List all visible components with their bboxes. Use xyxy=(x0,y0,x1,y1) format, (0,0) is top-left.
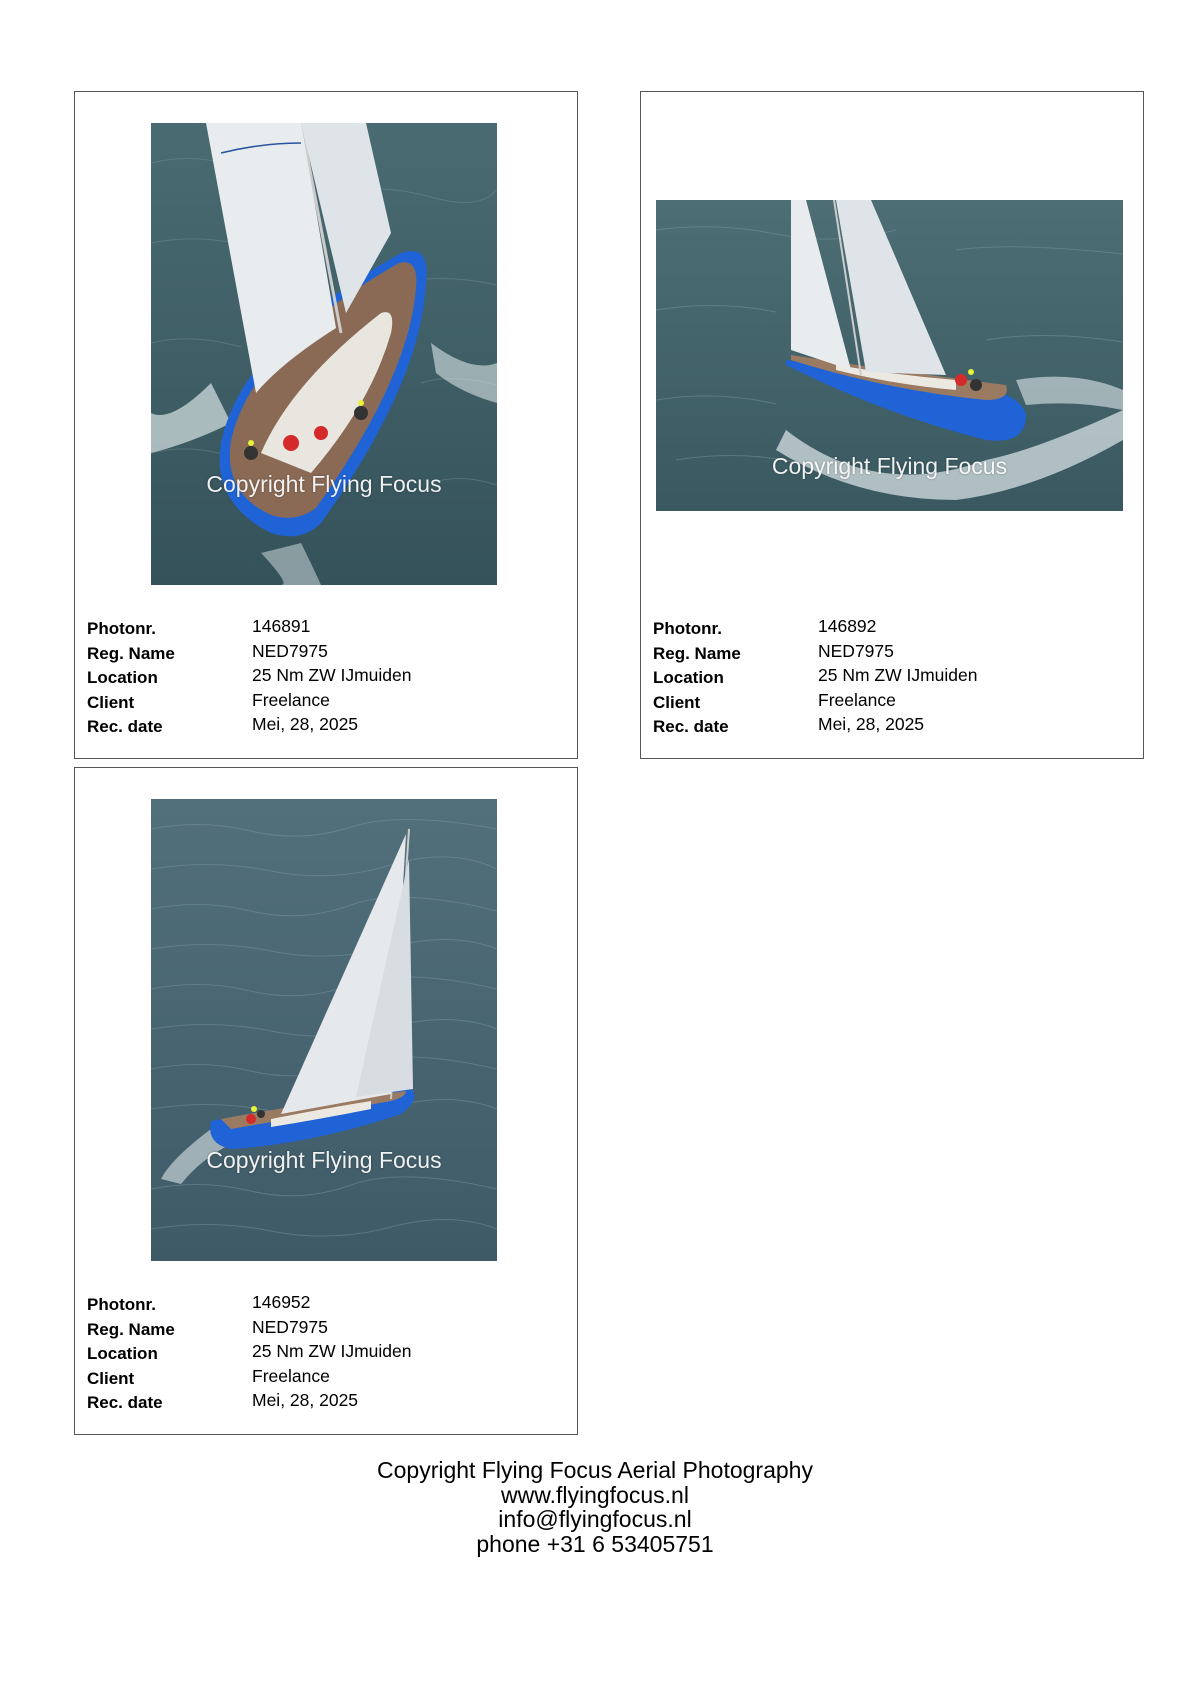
reg-name-label: Reg. Name xyxy=(87,1319,175,1339)
reg-name-label: Reg. Name xyxy=(653,643,741,663)
photo-metadata xyxy=(87,616,567,739)
rec-date-label: Rec. date xyxy=(87,1393,163,1412)
meta-row-photonr xyxy=(653,616,1133,641)
client-value: Freelance xyxy=(252,1365,330,1386)
location-value: 25 Nm ZW IJmuiden xyxy=(252,665,412,685)
photonr-value: 146892 xyxy=(818,616,877,636)
reg-name-value: NED7975 xyxy=(818,640,894,661)
photo-card-146891 xyxy=(74,91,578,759)
yacht-aerial-image xyxy=(151,123,497,585)
rec-date-value: Mei, 28, 2025 xyxy=(252,1390,359,1410)
yacht-photo-1[interactable] xyxy=(151,123,497,585)
photo-watermark: Copyright Flying Focus xyxy=(771,453,1008,479)
client-label: Client xyxy=(653,692,701,712)
yacht-aerial-image xyxy=(151,799,497,1261)
meta-row-reg-name xyxy=(653,641,1133,666)
client-label: Client xyxy=(87,692,135,712)
photo-metadata xyxy=(87,1292,567,1415)
photo-metadata xyxy=(653,616,1133,739)
reg-name-value: NED7975 xyxy=(252,1316,328,1337)
location-value: 25 Nm ZW IJmuiden xyxy=(818,665,978,685)
client-value: Freelance xyxy=(818,689,896,710)
reg-name-label: Reg. Name xyxy=(87,643,175,663)
meta-row-location xyxy=(653,665,1133,690)
rec-date-value: Mei, 28, 2025 xyxy=(818,714,925,734)
photonr-label: Photonr. xyxy=(87,619,156,638)
reg-name-value: NED7975 xyxy=(252,640,328,661)
photo-watermark: Copyright Flying Focus xyxy=(206,1147,442,1173)
photonr-label: Photonr. xyxy=(653,619,722,638)
client-value: Freelance xyxy=(252,689,330,710)
meta-row-client xyxy=(87,690,567,715)
footer-copyright: Copyright Flying Focus Aerial Photography xyxy=(377,1457,813,1483)
meta-row-rec-date xyxy=(87,1390,567,1415)
rec-date-label: Rec. date xyxy=(653,717,729,736)
photonr-value: 146891 xyxy=(252,616,311,636)
meta-row-reg-name xyxy=(87,641,567,666)
rec-date-value: Mei, 28, 2025 xyxy=(252,714,359,734)
location-label: Location xyxy=(653,668,724,687)
meta-row-photonr xyxy=(87,1292,567,1317)
location-value: 25 Nm ZW IJmuiden xyxy=(252,1341,412,1361)
yacht-photo-2[interactable] xyxy=(656,200,1123,511)
location-label: Location xyxy=(87,1344,158,1363)
meta-row-photonr xyxy=(87,616,567,641)
meta-row-client xyxy=(653,690,1133,715)
meta-row-reg-name xyxy=(87,1317,567,1342)
meta-row-client xyxy=(87,1366,567,1391)
footer-phone: phone +31 6 53405751 xyxy=(476,1530,714,1557)
photonr-label: Photonr. xyxy=(87,1295,156,1314)
meta-row-location xyxy=(87,665,567,690)
meta-row-location xyxy=(87,1341,567,1366)
meta-row-rec-date xyxy=(653,714,1133,739)
meta-row-rec-date xyxy=(87,714,567,739)
photo-card-146952 xyxy=(74,767,578,1435)
photo-watermark: Copyright Flying Focus xyxy=(206,471,442,497)
photo-card-146892 xyxy=(640,91,1144,759)
client-label: Client xyxy=(87,1368,135,1388)
footer-email-link[interactable]: info@flyingfocus.nl xyxy=(498,1506,692,1532)
rec-date-label: Rec. date xyxy=(87,717,163,736)
photonr-value: 146952 xyxy=(252,1292,311,1312)
footer-website-link[interactable]: www.flyingfocus.nl xyxy=(501,1481,689,1508)
yacht-photo-3[interactable] xyxy=(151,799,497,1261)
page-footer xyxy=(0,1458,1190,1556)
location-label: Location xyxy=(87,668,158,687)
